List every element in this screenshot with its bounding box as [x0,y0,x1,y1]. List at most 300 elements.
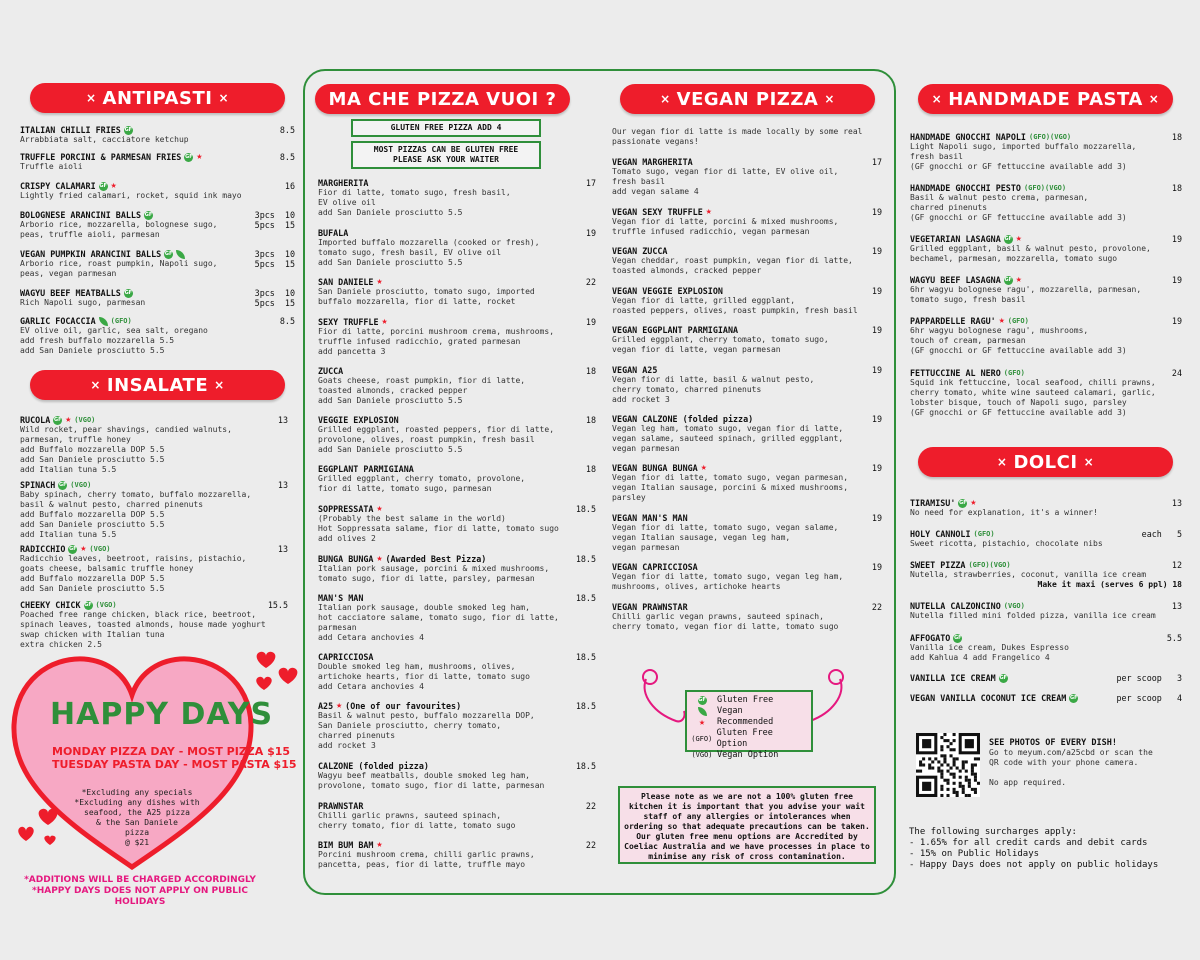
item-price: 8.5 [279,316,295,326]
gluten-free-ask-note: MOST PIZZAS CAN BE GLUTEN FREE PLEASE ASK YOUR WAITER [351,141,541,169]
gf-icon: GF [144,211,153,218]
item-title: PAPPARDELLE RAGU' [910,316,996,326]
star-icon: ★ [705,206,712,217]
item-price: 19 [871,286,882,296]
item-description: Vegan fior di latte, tomato sugo, vegan parmesan, vegan Italian sausage, porcini & mixed mushrooms, parsley [612,473,849,502]
item-title: SAN DANIELE [318,277,374,287]
star-icon: ★ [376,839,383,850]
item-name [612,414,882,424]
insalate-item [20,415,288,475]
item-price: 3pcs 10 5pcs 15 [254,210,295,230]
pizza-item [318,277,596,307]
small-hearts-decoration [250,648,300,694]
item-price: 3pcs 10 5pcs 15 [254,288,295,308]
item-tag: (GFO) [973,530,995,538]
dolci-item [910,601,1182,621]
star-icon: ★ [700,462,707,473]
pizza-item [318,317,596,357]
item-title: VEGAN A25 [612,365,658,375]
item-price: 18 [585,464,596,474]
antipasti-item [20,181,295,201]
item-title: VEGAN CALZONE (folded pizza) [612,414,754,424]
item-title: VEGAN PRAWNSTAR [612,602,688,612]
item-price: 13 [1171,601,1182,611]
item-title: TIRAMISU' [910,498,956,508]
item-tag: (GFO)(VGO) [1028,133,1072,141]
item-description: Arborio rice, mozzarella, bolognese sugo, peas, truffle aioli, parmesan [20,220,218,239]
gf-icon: GF [69,545,77,552]
leaf-icon [99,317,108,326]
item-description: Lightly fried calamari, rocket, squid ink mayo [20,191,242,200]
gf-icon: GF [698,697,706,703]
qr-code [916,733,980,797]
gf-icon: GF [959,499,967,506]
item-description: Poached free range chicken, black rice, beetroot, spinach leaves, toasted almonds, house made yoghurt swap chicken with Italian tuna extra chicken 2.5 [20,610,266,649]
item-description: Vegan fior di latte, porcini & mixed mushrooms, truffle infused radicchio, vegan parmesan [612,217,839,236]
qr-info: SEE PHOTOS OF EVERY DISH! Go to meyum.com/a25cbd or scan the QR code with your phone camera. No app required. [989,738,1153,787]
star-icon: ★ [1015,274,1022,285]
item-price: per scoop 3 [1116,673,1182,683]
pasta-item [910,183,1182,223]
item-title: PRAWNSTAR [318,801,364,811]
antipasti-item [20,249,295,279]
gluten-free-disclaimer: Please note as we are not a 100% gluten free kitchen it is important that you advise your wait staff of any allergies or intolerances when ordering so that adequate precautions can be taken. Our gluten free menu options are Accredited by Coeliac Australia and we have processes in place to minimise any risk of cross contamination. [618,786,876,864]
vegan-intro: Our vegan fior di latte is made locally by some real passionate vegans! [612,127,863,146]
item-name [318,761,596,771]
item-price: 5.5 [1166,633,1182,643]
item-title: VEGGIE EXPLOSION [318,415,399,425]
item-subtitle: (Awarded Best Pizza) [385,554,487,564]
item-description: Arborio rice, roast pumpkin, Napoli sugo, peas, vegan parmesan [20,259,218,278]
item-name [612,157,882,167]
item-name [318,504,596,514]
gf-icon: GF [1004,235,1013,242]
item-tag: (GFO)(VGO) [1023,184,1067,192]
star-icon: ★ [376,276,383,287]
leaf-icon [698,707,707,716]
item-description: 6hr wagyu bolognese ragu', mozzarella, parmesan, tomato sugo, fresh basil [910,285,1142,304]
item-description: Fior di latte, tomato sugo, fresh basil, EV olive oil add San Daniele prosciutto 5.5 [318,188,511,217]
item-price: 19 [871,325,882,335]
antipasti-item [20,316,295,356]
item-description: Fior di latte, porcini mushroom crema, mushrooms, truffle infused radicchio, grated parmesan add pancetta 3 [318,327,555,356]
item-title: FETTUCCINE AL NERO [910,368,1001,378]
gf-icon: GF [84,601,92,608]
item-title: WAGYU BEEF MEATBALLS [20,288,121,298]
star-icon: ★ [80,543,87,554]
item-name [318,840,596,850]
item-title: GARLIC FOCACCIA [20,316,96,326]
item-price: 18 [1171,132,1182,142]
legend-gf: GF Gluten Free [698,695,774,705]
item-title: SPINACH [20,480,56,490]
item-title: TRUFFLE PORCINI & PARMESAN FRIES [20,152,182,162]
item-price: 19 [871,414,882,424]
item-title: CAPRICCIOSA [318,652,374,662]
item-description: Double smoked leg ham, mushrooms, olives, artichoke hearts, fior di latte, tomato sugo add Cetara anchovies 4 [318,662,530,691]
item-name [20,152,295,162]
item-price: 15.5 [267,600,288,610]
item-name [20,125,295,135]
item-description: Nutella, strawberries, coconut, vanilla ice cream [910,570,1147,579]
dolci-item [910,529,1182,549]
happy-days-tuesday: TUESDAY PASTA DAY - MOST PASTA $15 [52,758,297,771]
item-price: 18.5 [575,652,596,662]
item-title: HOLY CANNOLI [910,529,971,539]
item-title: A25 [318,701,334,711]
item-description: Imported buffalo mozzarella (cooked or fresh), tomato sugo, fresh basil, EV olive oil add San Daniele prosciutto 5.5 [318,238,540,267]
item-tag: (GFO)(VGO) [968,561,1011,569]
item-name [910,234,1182,244]
item-price: 18 [585,366,596,376]
item-title: VEGAN BUNGA BUNGA [612,463,698,473]
star-icon: ★ [65,414,72,425]
star-icon: ★ [336,700,343,711]
item-tag: (GFO) [1003,369,1025,377]
happy-days-monday: MONDAY PIZZA DAY - MOST PIZZA $15 [52,745,291,758]
item-name [318,317,596,327]
item-description: Vanilla ice cream, Dukes Espresso add Kahlua 4 add Frangelico 4 [910,643,1069,662]
item-description: Chilli garlic prawns, sauteed spinach, cherry tomato, fior di latte, tomato sugo [318,811,516,830]
item-name [318,464,596,474]
item-description: Squid ink fettuccine, local seafood, chilli prawns, cherry tomato, white wine sauteed calamari, garlic, lobster bisque, touch of Napoli sugo, parsley (GF gnocchi or GF fettuccine available add 3) [910,378,1156,417]
item-price: 19 [1171,316,1182,326]
item-name [20,600,288,610]
star-icon: ★ [970,497,977,508]
item-description: Italian pork sausage, double smoked leg ham, hot cacciatore salame, tomato sugo, fior di latte, parmesan add Cetara anchovies 4 [318,603,559,642]
item-description: Rich Napoli sugo, parmesan [20,298,146,307]
item-title: MARGHERITA [318,178,369,188]
gf-icon: GF [54,416,62,423]
item-price: 17 [871,157,882,167]
item-price: 19 [1171,234,1182,244]
item-title: VEGAN CAPRICCIOSA [612,562,698,572]
dolci-item [910,498,1182,518]
item-name [910,183,1182,193]
item-name [318,366,596,376]
dolci-item [910,673,1182,683]
item-name [612,463,882,473]
heading-dolci: × DOLCI × [918,447,1173,477]
item-name [318,415,596,425]
gf-icon: GF [124,289,133,296]
item-tag: (GFO) [1007,317,1029,325]
star-icon: ★ [698,716,706,728]
item-title: WAGYU BEEF LASAGNA [910,275,1001,285]
gf-icon: GF [1070,694,1078,701]
item-description: Goats cheese, roast pumpkin, fior di latte, toasted almonds, cracked pepper add San Daniele prosciutto 5.5 [318,376,526,405]
item-price: 17 [585,178,596,188]
star-icon: ★ [196,151,203,162]
item-name [910,498,1182,508]
item-price: 18 [1171,183,1182,193]
vegan-item [612,246,882,276]
item-extra: Make it maxi (serves 6 ppl) 18 [1037,580,1182,589]
heading-pizza: MA CHE PIZZA VUOI ? [315,84,570,114]
pasta-item [910,316,1182,356]
item-description: Vegan fior di latte, tomato sugo, vegan leg ham, mushrooms, olives, artichoke hearts [612,572,844,591]
gf-icon: GF [164,250,173,257]
item-tag: (VGO) [74,416,96,424]
item-price: 19 [585,228,596,238]
item-price: 19 [1171,275,1182,285]
gf-icon: GF [124,126,133,133]
item-title: VEGAN PUMPKIN ARANCINI BALLS [20,249,162,259]
item-price: 18.5 [575,761,596,771]
item-title: EGGPLANT PARMIGIANA [318,464,414,474]
item-name [318,652,596,662]
item-tag: (VGO) [1003,602,1025,610]
star-icon: ★ [376,553,383,564]
heading-antipasti: × ANTIPASTI × [30,83,285,113]
item-description: Grilled eggplant, roasted peppers, fior di latte, provolone, olives, roast pumpkin, fresh basil add San Daniele prosciutto 5.5 [318,425,555,454]
vegan-item [612,513,882,553]
item-price: 8.5 [279,125,295,135]
item-price: 19 [871,463,882,473]
item-name [612,246,882,256]
item-description: San Daniele prosciutto, tomato sugo, imported buffalo mozzarella, fior di latte, rocket [318,287,535,306]
item-description: Grilled eggplant, basil & walnut pesto, provolone, bechamel, parmesan, mozzarella, tomato sugo [910,244,1151,263]
item-price: 19 [871,207,882,217]
item-name [612,286,882,296]
pizza-item [318,593,596,643]
legend-vgo: (VGO) Vegan Option [691,750,779,760]
item-description: Basil & walnut pesto, buffalo mozzarella DOP, San Daniele prosciutto, cherry tomato, charred pinenuts add rocket 3 [318,711,535,750]
item-description: 6hr wagyu bolognese ragu', mushrooms, touch of cream, parmesan (GF gnocchi or GF fettuccine available add 3) [910,326,1127,355]
item-price: 22 [585,277,596,287]
item-price: 13 [1171,498,1182,508]
vegan-item [612,562,882,592]
item-title: VEGAN VEGGIE EXPLOSION [612,286,723,296]
antipasti-item [20,125,295,145]
happy-days-footnote: *ADDITIONS WILL BE CHARGED ACCORDINGLY *HAPPY DAYS DOES NOT APPLY ON PUBLIC HOLIDAYS [24,875,256,907]
item-name [318,228,596,238]
star-icon: ★ [381,316,388,327]
item-description: Vegan cheddar, roast pumpkin, vegan fior di latte, toasted almonds, cracked pepper [612,256,853,275]
pizza-item [318,701,596,751]
item-description: Vegan fior di latte, grilled eggplant, roasted peppers, olives, roast pumpkin, fresh basil [612,296,858,315]
gf-icon: GF [999,674,1007,681]
item-description: Grilled eggplant, cherry tomato, tomato sugo, vegan fior di latte, vegan parmesan [612,335,829,354]
item-name [612,602,882,612]
item-description: Basil & walnut pesto crema, parmesan, charred pinenuts (GF gnocchi or GF fettuccine available add 3) [910,193,1127,222]
item-price: 22 [585,840,596,850]
item-name [910,601,1182,611]
item-name [910,560,1182,570]
item-name [612,562,882,572]
item-price: per scoop 4 [1116,693,1182,703]
item-description: Wagyu beef meatballs, double smoked leg ham, provolone, tomato sugo, fior di latte, parmesan [318,771,545,790]
pizza-item [318,840,596,870]
happy-days-title: HAPPY DAYS [50,697,274,732]
star-icon: ★ [998,315,1005,326]
gluten-free-add-note: GLUTEN FREE PIZZA ADD 4 [351,119,541,137]
dolci-item [910,693,1182,703]
item-name [318,801,596,811]
item-title: ITALIAN CHILLI FRIES [20,125,121,135]
item-subtitle: (One of our favourites) [345,701,462,711]
item-price: 19 [871,562,882,572]
vegan-item [612,286,882,316]
star-icon: ★ [1015,233,1022,244]
item-description: Arrabbiata salt, cacciatore ketchup [20,135,189,144]
item-title: BUNGA BUNGA [318,554,374,564]
item-name [910,633,1182,643]
item-tag: (VGO) [95,601,117,609]
item-description: Baby spinach, cherry tomato, buffalo mozzarella, basil & walnut pesto, charred pinenuts add Buffalo mozzarella DOP 5.5 add San Daniele prosciutto 5.5 add Italian tuna 5.5 [20,490,252,539]
pizza-item [318,228,596,268]
item-name [20,316,295,326]
item-price: 19 [871,513,882,523]
item-name [910,368,1182,378]
item-description: Porcini mushroom crema, chilli garlic prawns, pancetta, peas, fior di latte, truffle mayo [318,850,535,869]
gf-icon: GF [185,153,193,160]
item-price: 13 [277,544,288,554]
item-description: Vegan fior di latte, tomato sugo, vegan salame, vegan Italian sausage, vegan leg ham, vegan parmesan [612,523,839,552]
item-price: 13 [277,480,288,490]
item-description: Nutella filled mini folded pizza, vanilla ice cream [910,611,1156,620]
insalate-item [20,600,288,650]
item-description: Italian pork sausage, porcini & mixed mushrooms, tomato sugo, fior di latte, parsley, parmesan [318,564,550,583]
item-title: VEGAN SEXY TRUFFLE [612,207,703,217]
item-tag: (VGO) [89,545,111,553]
item-description: Truffle aioli [20,162,83,171]
vegan-item [612,325,882,355]
item-name [318,593,596,603]
dolci-item [910,633,1182,663]
surcharges-note: The following surcharges apply: - 1.65% for all credit cards and debit cards - 15% on Public Holidays - Happy Days does not apply on public holidays [909,827,1159,870]
item-title: ZUCCA [318,366,344,376]
item-title: HANDMADE GNOCCHI NAPOLI [910,132,1026,142]
legend-recommended: ★ Recommended [698,716,774,728]
item-title: VEGAN VANILLA COCONUT ICE CREAM [910,693,1067,703]
item-title: HANDMADE GNOCCHI PESTO [910,183,1021,193]
insalate-item [20,480,288,540]
vegan-item [612,602,882,632]
item-description: Tomato sugo, vegan fior di latte, EV olive oil, fresh basil add vegan salame 4 [612,167,839,196]
item-name [612,325,882,335]
item-title: CHEEKY CHICK [20,600,81,610]
antipasti-item [20,210,295,240]
antipasti-item [20,152,295,172]
item-description: Wild rocket, pear shavings, candied walnuts, parmesan, truffle honey add Buffalo mozzarella DOP 5.5 add San Daniele prosciutto 5.5 add Italian tuna 5.5 [20,425,232,474]
item-name [910,316,1182,326]
item-description: Radicchio leaves, beetroot, raisins, pistachio, goats cheese, balsamic truffle honey add Buffalo mozzarella DOP 5.5 add San Daniele prosciutto 5.5 [20,554,247,593]
item-description: Vegan leg ham, tomato sugo, vegan fior di latte, vegan salame, sauteed spinach, grilled eggplant, vegan parmesan [612,424,844,453]
gf-icon: GF [1004,276,1013,283]
small-hearts-decoration-left [14,805,64,847]
gf-icon: GF [59,481,67,488]
heading-insalate: × INSALATE × [30,370,285,400]
pasta-item [910,132,1182,172]
pasta-item [910,275,1182,305]
pizza-item [318,415,596,455]
item-title: CALZONE (folded pizza) [318,761,429,771]
item-price: 18.5 [575,554,596,564]
item-description: Light Napoli sugo, imported buffalo mozzarella, fresh basil (GF gnocchi or GF fettuccine available add 3) [910,142,1137,171]
item-name [318,178,596,188]
item-title: NUTELLA CALZONCINO [910,601,1001,611]
legend-vegan: Vegan [691,706,807,717]
item-name [612,365,882,375]
item-price: 19 [871,246,882,256]
item-description: (Probably the best salame in the world) Hot Soppressata salame, fior di latte, tomato sugo add olives 2 [318,514,559,543]
pizza-item [318,554,596,584]
item-title: VEGAN MARGHERITA [612,157,693,167]
heading-vegan-pizza: × VEGAN PIZZA × [620,84,875,114]
item-price: 18.5 [575,593,596,603]
item-name [318,554,596,564]
item-price: 24 [1171,368,1182,378]
heading-pasta: × HANDMADE PASTA × [918,84,1173,114]
legend-box [685,690,813,760]
item-name [910,132,1182,142]
legend-gfo: (GFO) Gluten Free Option [691,728,773,749]
item-title: VEGAN ZUCCA [612,246,668,256]
item-description: Vegan fior di latte, basil & walnut pesto, cherry tomato, charred pinenuts add rocket 3 [612,375,815,404]
item-name [612,513,882,523]
item-title: SWEET PIZZA [910,560,966,570]
item-tag: (VGO) [70,481,92,489]
item-name [910,275,1182,285]
item-name [20,480,288,490]
dolci-item [910,560,1182,590]
item-price: 16 [284,181,295,191]
pasta-item [910,368,1182,418]
star-icon: ★ [376,503,383,514]
item-title: BOLOGNESE ARANCINI BALLS [20,210,142,220]
item-name [318,277,596,287]
item-title: MAN'S MAN [318,593,364,603]
insalate-item [20,544,288,594]
item-price: 19 [585,317,596,327]
item-title: RUCOLA [20,415,51,425]
item-price: 13 [277,415,288,425]
vegan-item [612,157,882,197]
item-title: BUFALA [318,228,349,238]
item-title: VEGAN EGGPLANT PARMIGIANA [612,325,739,335]
item-price: 19 [871,365,882,375]
item-price: 22 [585,801,596,811]
gf-icon: GF [954,634,962,641]
item-name [318,701,596,711]
item-price: 12 [1171,560,1182,570]
item-price: 3pcs 10 5pcs 15 [254,249,295,269]
pizza-item [318,504,596,544]
leaf-icon [176,250,185,259]
item-name [20,544,288,554]
pizza-item [318,464,596,494]
pizza-item [318,178,596,218]
item-title: CRISPY CALAMARI [20,181,96,191]
vegan-item [612,414,882,454]
item-description: Grilled eggplant, cherry tomato, provolone, fior di latte, tomato sugo, parmesan [318,474,526,493]
item-title: BIM BUM BAM [318,840,374,850]
vegan-item [612,207,882,237]
star-icon: ★ [110,180,117,191]
item-name [20,181,295,191]
gf-icon: GF [99,182,107,189]
item-title: SOPPRESSATA [318,504,374,514]
item-description: EV olive oil, garlic, sea salt, oregano add fresh buffalo mozzarella 5.5 add San Daniele prosciutto 5.5 [20,326,208,355]
item-price: 18.5 [575,701,596,711]
item-price: 22 [871,602,882,612]
item-title: VANILLA ICE CREAM [910,673,996,683]
happy-days-exclusions: *Excluding any specials *Excluding any dishes with seafood, the A25 pizza & the San Daniele pizza @ $21 [74,788,200,847]
pasta-item [910,234,1182,264]
item-price: 18.5 [575,504,596,514]
item-price: 8.5 [279,152,295,162]
